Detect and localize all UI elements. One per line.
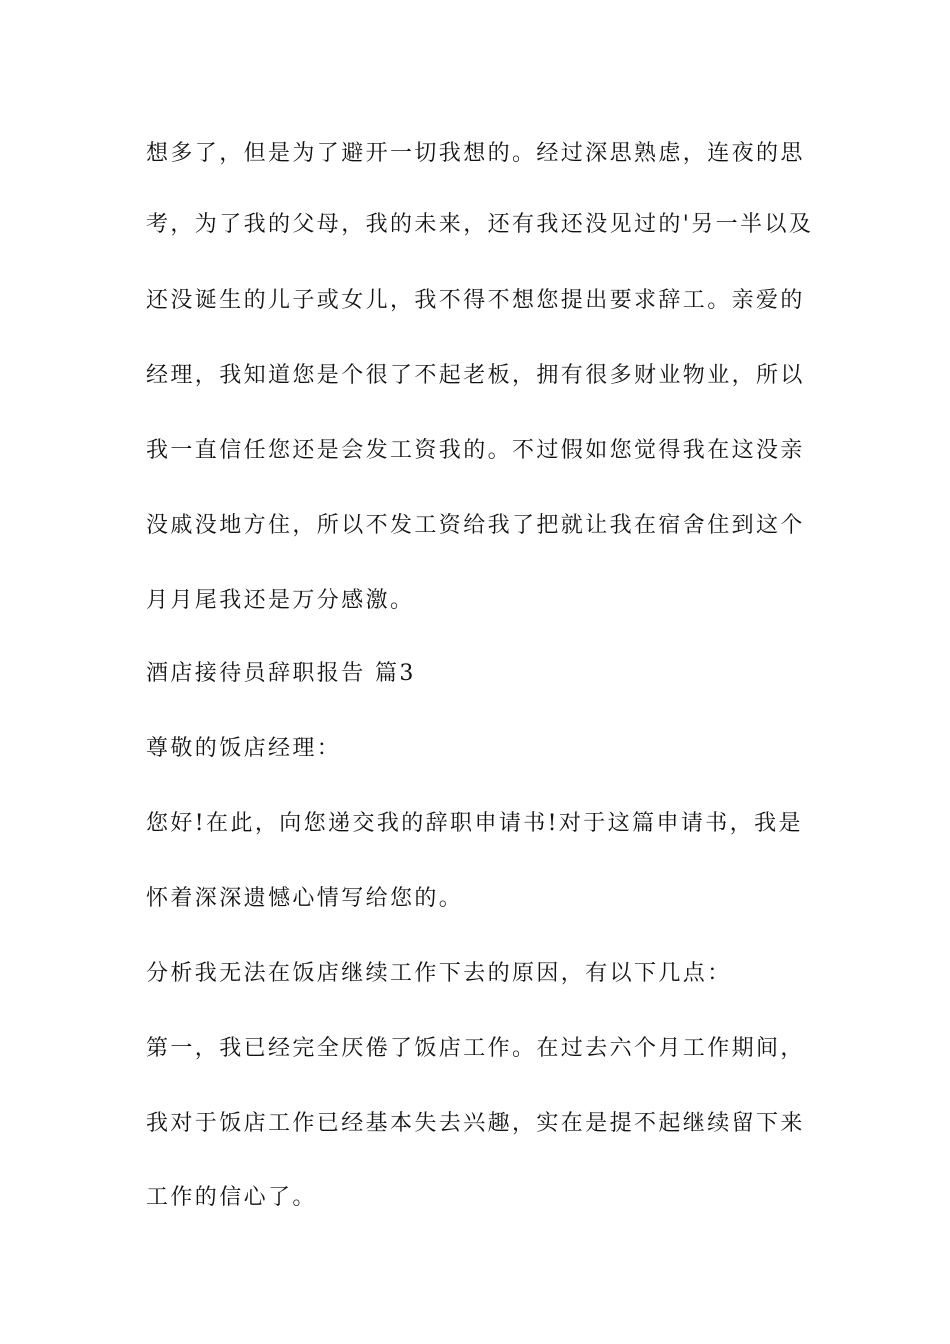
body-text-line: 分析我无法在饭店继续工作下去的原因，有以下几点： [146, 961, 732, 986]
body-text-line: 经理，我知道您是个很了不起老板，拥有很多财业物业，所以 [146, 363, 805, 388]
body-text-line: 考，为了我的父母，我的未来，还有我还没见过的'另一半以及 [146, 212, 814, 237]
body-text-line: 我对于饭店工作已经基本失去兴趣，实在是提不起继续留下来 [146, 1111, 805, 1136]
body-text-line: 工作的信心了。 [146, 1185, 317, 1210]
body-text-line: 我一直信任您还是会发工资我的。不过假如您觉得我在这没亲 [146, 438, 805, 463]
body-text-line: 月月尾我还是万分感激。 [146, 588, 415, 613]
salutation: 尊敬的饭店经理： [146, 736, 342, 761]
body-text-line: 第一，我已经完全厌倦了饭店工作。在过去六个月工作期间， [146, 1036, 805, 1061]
body-text-line: 您好!在此，向您递交我的辞职申请书!对于这篇申请书，我是 [146, 811, 803, 836]
section-heading: 酒店接待员辞职报告 篇3 [146, 661, 416, 686]
body-text-line: 怀着深深遗憾心情写给您的。 [146, 886, 464, 911]
body-text-line: 想多了，但是为了避开一切我想的。经过深思熟虑，连夜的思 [146, 141, 805, 166]
body-text-line: 没戚没地方住，所以不发工资给我了把就让我在宿舍住到这个 [146, 513, 805, 538]
body-text-line: 还没诞生的儿子或女儿，我不得不想您提出要求辞工。亲爱的 [146, 288, 805, 313]
